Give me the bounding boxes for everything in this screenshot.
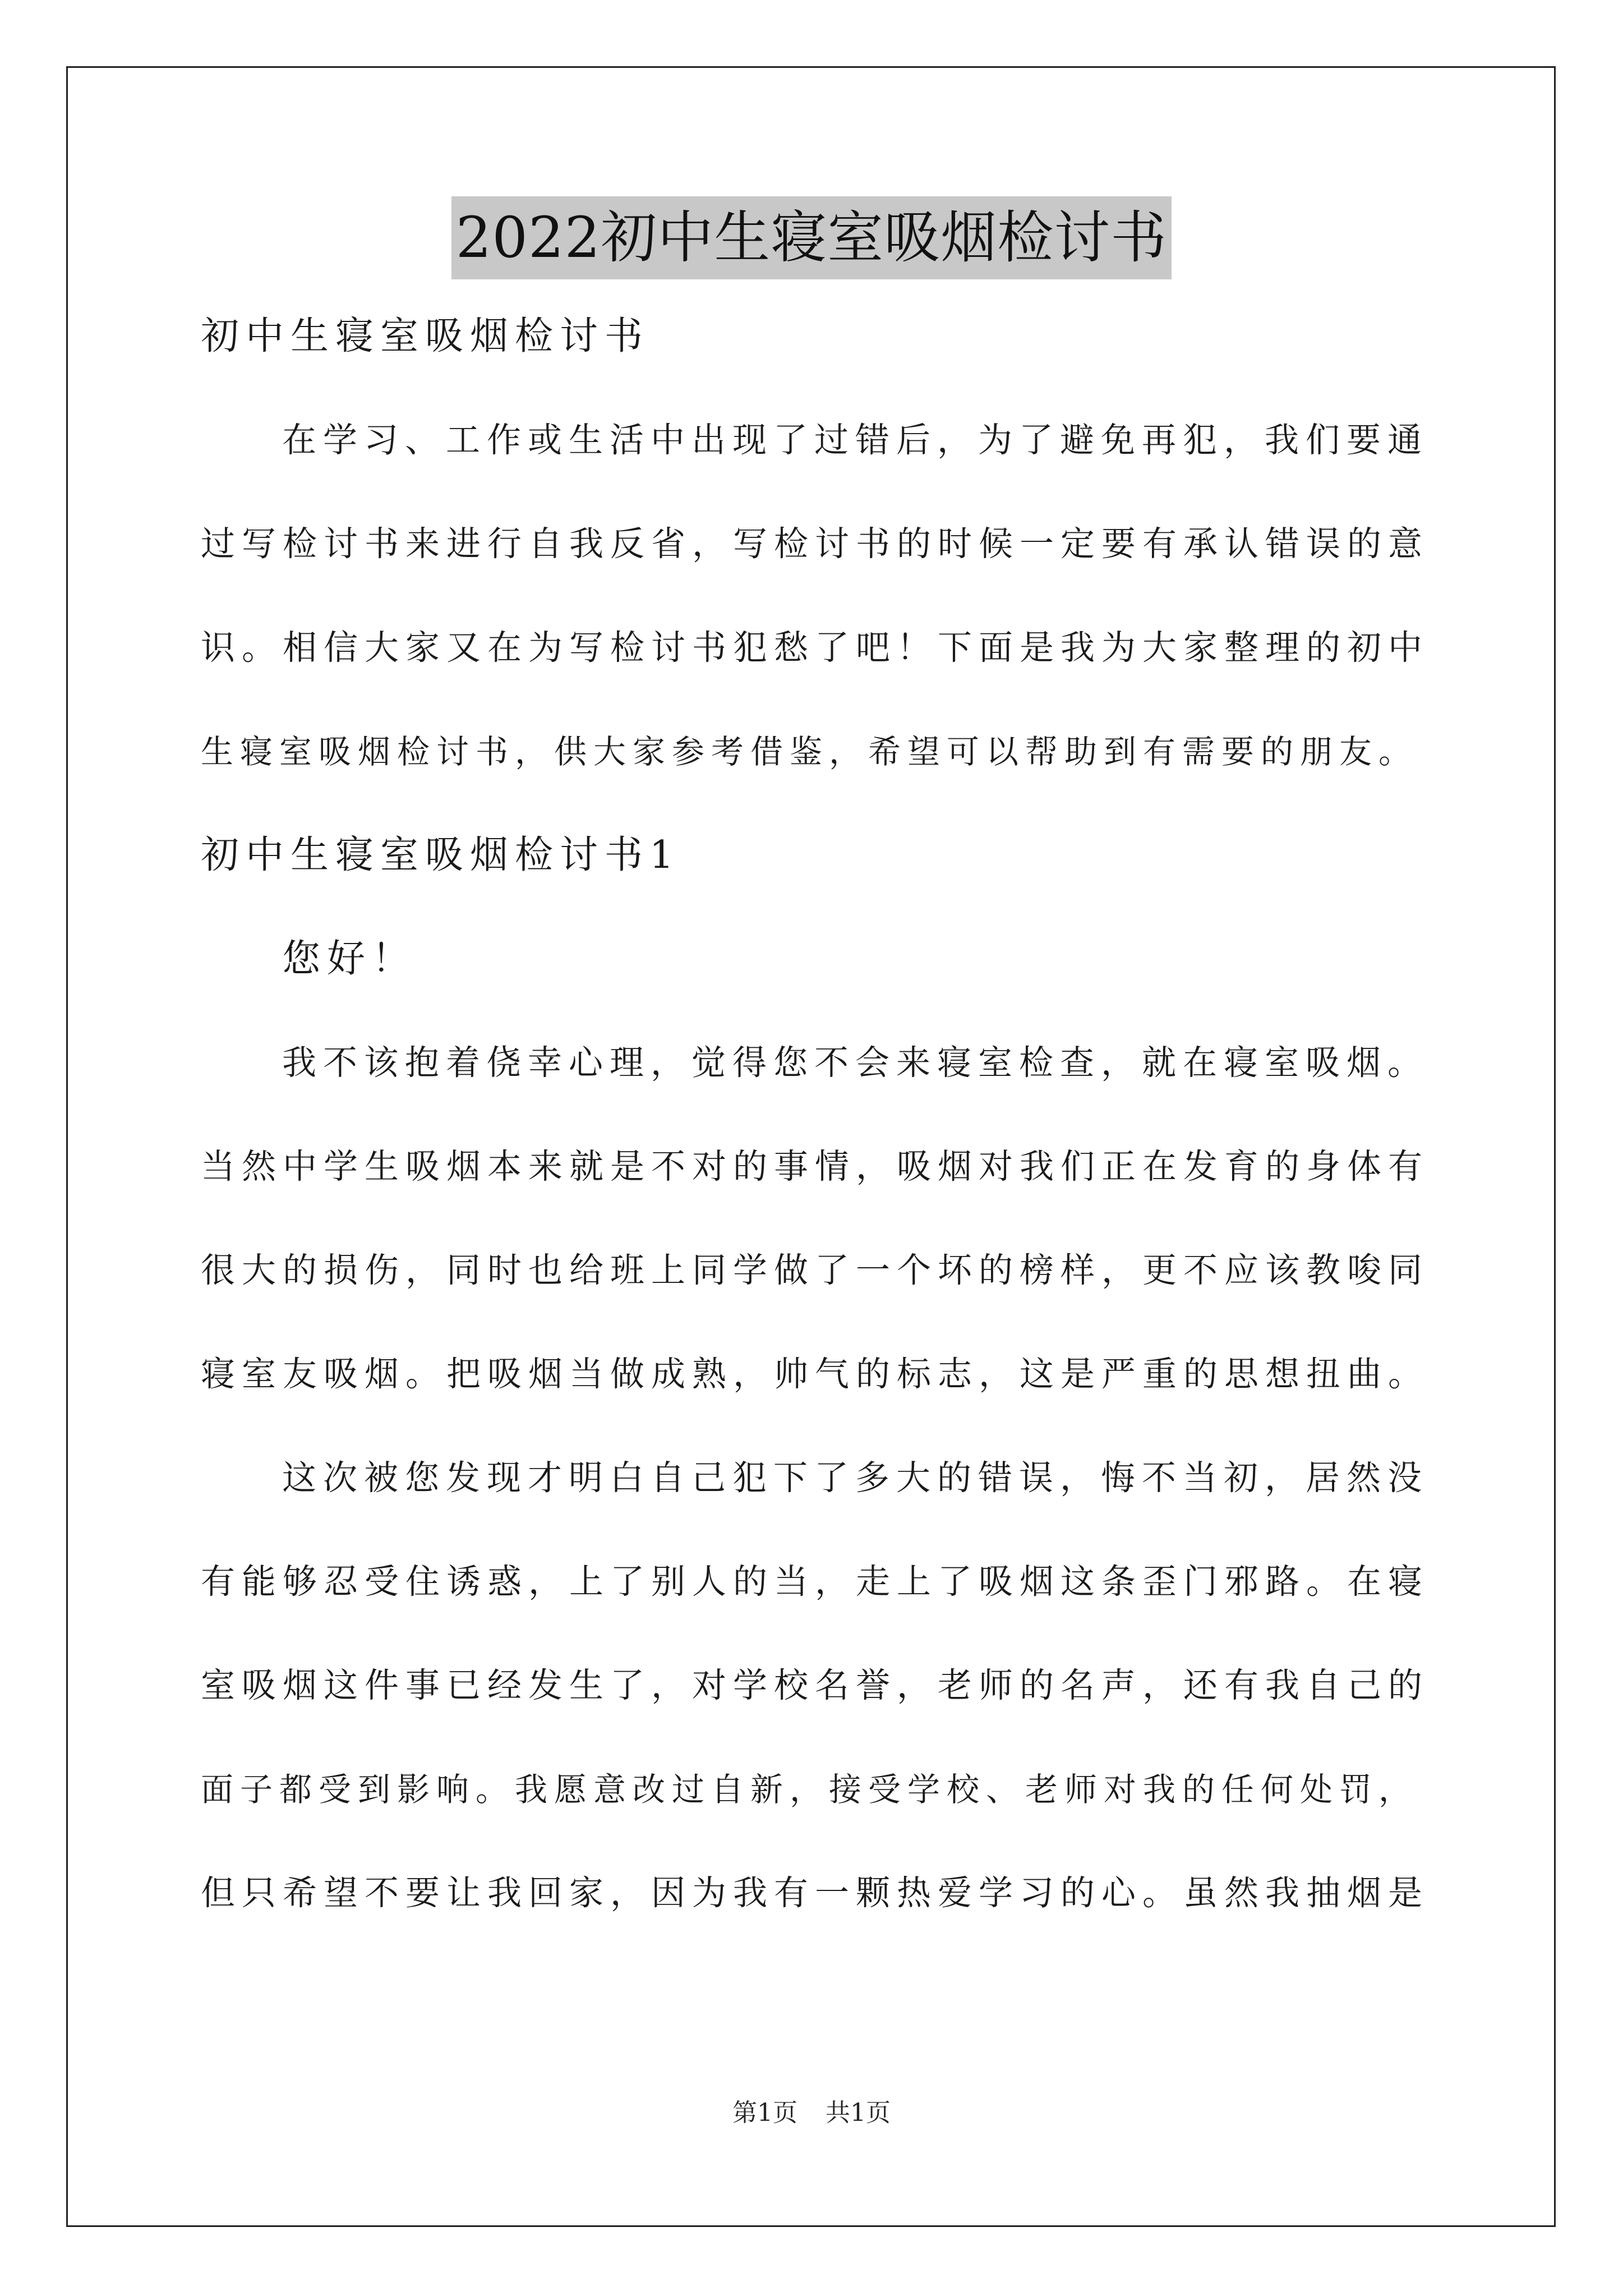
text-line: 寝室友吸烟。把吸烟当做成熟，帅气的标志，这是严重的思想扭曲。 — [201, 1354, 1430, 1394]
title-container — [0, 196, 1623, 279]
document-title: 2022初中生寝室吸烟检讨书 — [451, 196, 1172, 279]
greeting-line: 您好！ — [282, 937, 417, 981]
text-line: 初中生寝室吸烟检讨书 — [201, 314, 650, 358]
text-line: 我不该抱着侥幸心理，觉得您不会来寝室检查，就在寝室吸烟。 — [282, 1043, 1429, 1083]
text-line: 很大的损伤，同时也给班上同学做了一个坏的榜样，更不应该教唆同 — [201, 1250, 1430, 1290]
text-line: 生寝室吸烟检讨书，供大家参考借鉴，希望可以帮助到有需要的朋友。 — [201, 733, 1418, 771]
document-body — [201, 314, 1435, 1975]
text-line: 有能够忍受住诱惑，上了别人的当，走上了吸烟这条歪门邪路。在寝 — [201, 1562, 1430, 1602]
text-line: 在学习、工作或生活中出现了过错后，为了避免再犯，我们要通 — [282, 420, 1429, 460]
text-line: 识。相信大家又在为写检讨书犯愁了吧！下面是我为大家整理的初中 — [201, 628, 1430, 668]
page-footer — [0, 2092, 1623, 2128]
text-line: 面子都受到影响。我愿意改过自新，接受学校、老师对我的任何处罚， — [201, 1770, 1418, 1809]
text-line: 但只希望不要让我回家，因为我有一颗热爱学习的心。虽然我抽烟是 — [201, 1873, 1430, 1913]
text-line: 这次被您发现才明白自己犯下了多大的错误，悔不当初，居然没 — [282, 1458, 1429, 1498]
text-line: 室吸烟这件事已经发生了，对学校名誉，老师的名声，还有我自己的 — [201, 1665, 1430, 1705]
section-heading: 初中生寝室吸烟检讨书1 — [201, 833, 681, 877]
page-number: 第1页 — [732, 2099, 797, 2127]
text-line: 当然中学生吸烟本来就是不对的事情，吸烟对我们正在发育的身体有 — [201, 1147, 1430, 1186]
page-total: 共1页 — [826, 2099, 891, 2127]
text-line: 过写检讨书来进行自我反省，写检讨书的时候一定要有承认错误的意 — [201, 524, 1430, 564]
